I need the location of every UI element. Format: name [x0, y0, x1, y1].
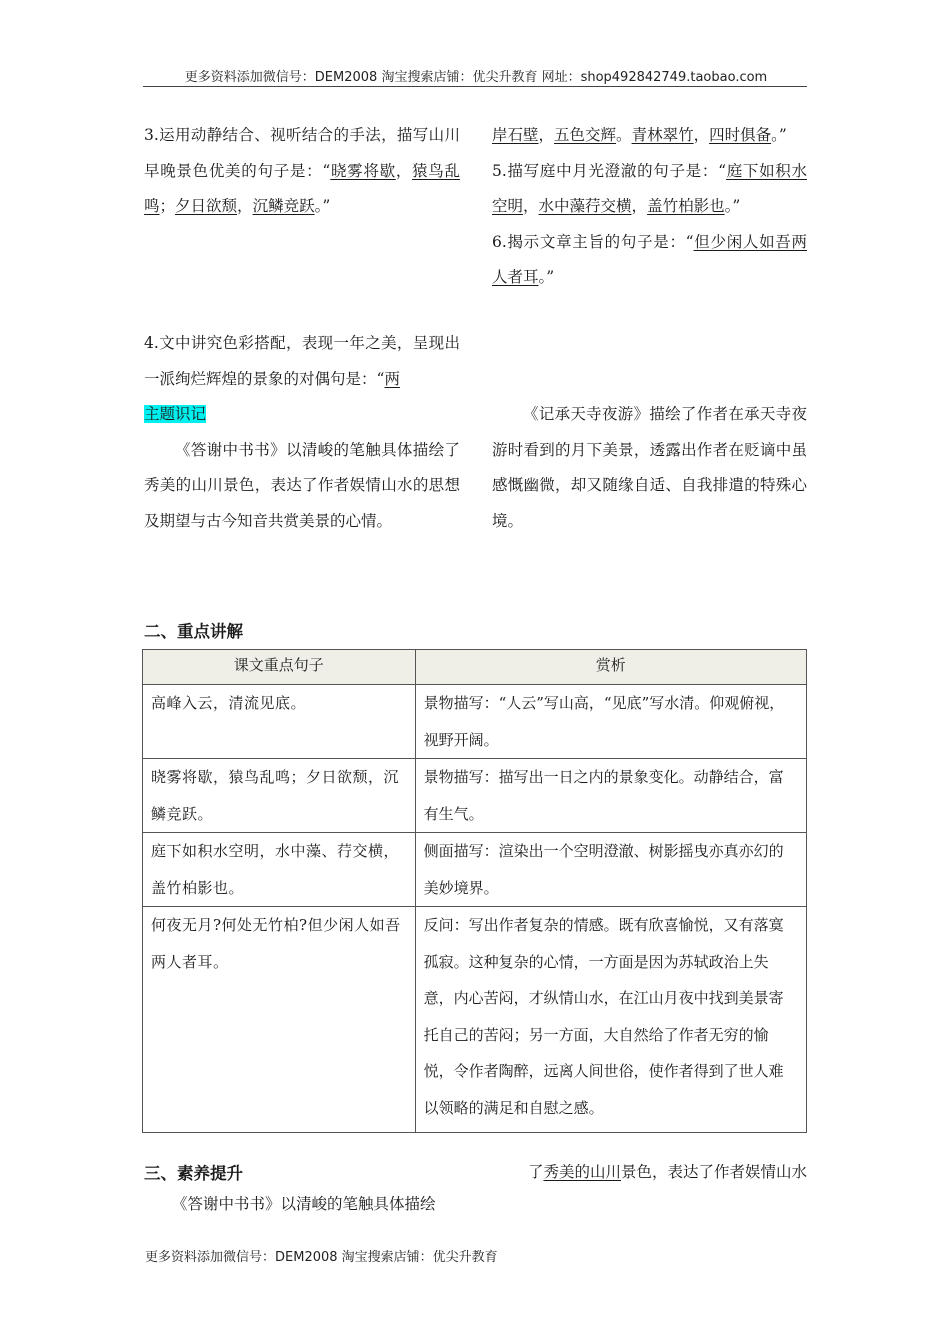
key-points-table [142, 649, 807, 1133]
page-header: 更多资料添加微信号：DEM2008 淘宝搜索店铺：优尖升教育 网址：shop492842749.taobao.com [184, 70, 768, 85]
table-header-row [143, 650, 807, 685]
item-6: 6.揭示文章主旨的句子是：“但少闲人如吾两人者耳。” [492, 232, 807, 286]
quote-4: 沉鳞竞跃 [252, 197, 315, 215]
sentence-cell: 高峰入云，清流见底。 [143, 685, 416, 759]
quote-3: 青林翠竹 [631, 126, 694, 144]
header-divider [143, 86, 807, 87]
table-row [143, 759, 807, 833]
item-4-continued: 岸石壁，五色交辉。青林翠竹，四时俱备。” [492, 126, 787, 144]
left-column [144, 118, 460, 225]
section-2-title: 二、重点讲解 [144, 622, 243, 641]
column-header: 课文重点句子 [143, 650, 416, 685]
right-column-lower [492, 397, 807, 539]
quote-1: 岸石壁 [492, 126, 539, 144]
section-3-right-text: 了秀美的山川景色，表达了作者娱情山水 [527, 1163, 807, 1181]
quote-1: 但少闲人如吾两人者耳 [492, 232, 807, 286]
table-row [143, 833, 807, 907]
table-row [143, 685, 807, 759]
item-3: 3.运用动静结合、视听结合的手法，描写山川早晚景色优美的句子是：“晓雾将歇，猿鸟乱鸣；夕日欲颓，沉鳞竞跃。” [144, 126, 460, 215]
analysis-cell: 景物描写：“人云”写山高，“见底”写水清。仰观俯视，视野开阔。 [415, 685, 806, 759]
quote-3: 盖竹柏影也 [647, 197, 725, 215]
item-4: 4.文中讲究色彩搭配，表现一年之美，呈现出一派绚烂辉煌的景象的对偶句是：“两 [144, 334, 460, 388]
sentence-cell: 何夜无月?何处无竹柏?但少闲人如吾两人者耳。 [143, 907, 416, 1133]
page-footer: 更多资料添加微信号：DEM2008 淘宝搜索店铺：优尖升教育 [145, 1250, 498, 1265]
section-3-title: 三、素养提升 [144, 1164, 243, 1183]
quote-2: 猿鸟乱鸣 [144, 161, 460, 215]
quote-1: 庭下如积水空明 [492, 161, 807, 215]
section-3-left-text: 《答谢中书书》以清峻的笔触具体描绘 [172, 1195, 436, 1213]
quote-1: 两 [384, 369, 400, 388]
quote-2: 五色交辉 [554, 126, 617, 144]
table-row [143, 907, 807, 1133]
quote-1: 晓雾将歇 [330, 161, 396, 180]
right-column [492, 118, 807, 296]
theme-text-right: 《记承天寺夜游》描绘了作者在承天寺夜游时看到的月下美景，透露出作者在贬谪中虽感慨幽微，却又随缘自适、自我排遣的特殊心境。 [492, 405, 807, 530]
left-column-lower [144, 326, 460, 539]
quote-3: 夕日欲颓 [175, 197, 238, 215]
item-5: 5.描写庭中月光澄澈的句子是：“庭下如积水空明，水中藻荇交横，盖竹柏影也。” [492, 161, 807, 215]
quote-2: 水中藻荇交横 [538, 197, 632, 215]
sentence-cell: 晓雾将歇，猿鸟乱鸣；夕日欲颓，沉鳞竞跃。 [143, 759, 416, 833]
analysis-cell: 侧面描写：渲染出一个空明澄澈、树影摇曳亦真亦幻的美妙境界。 [415, 833, 806, 907]
analysis-cell: 景物描写：描写出一日之内的景象变化。动静结合，富有生气。 [415, 759, 806, 833]
column-header: 赏析 [415, 650, 806, 685]
analysis-cell: 反问：写出作者复杂的情感。既有欣喜愉悦，又有落寞孤寂。这种复杂的心情，一方面是因为苏轼政治上失意，内心苦闷，才纵情山水，在江山月夜中找到美景寄托自己的苦闷；另一方面，大自然给了作者无穷的愉悦，令作者陶醉，远离人间世俗，使作者得到了世人难以领略的满足和自慰之感。 [415, 907, 806, 1133]
theme-label: 主题识记 [144, 405, 207, 423]
theme-text-left: 《答谢中书书》以清峻的笔触具体描绘了秀美的山川景色，表达了作者娱情山水的思想及期望与古今知音共赏美景的心情。 [144, 440, 460, 530]
sentence-cell: 庭下如积水空明，水中藻、荇交横，盖竹柏影也。 [143, 833, 416, 907]
quote-4: 四时俱备 [709, 126, 772, 144]
